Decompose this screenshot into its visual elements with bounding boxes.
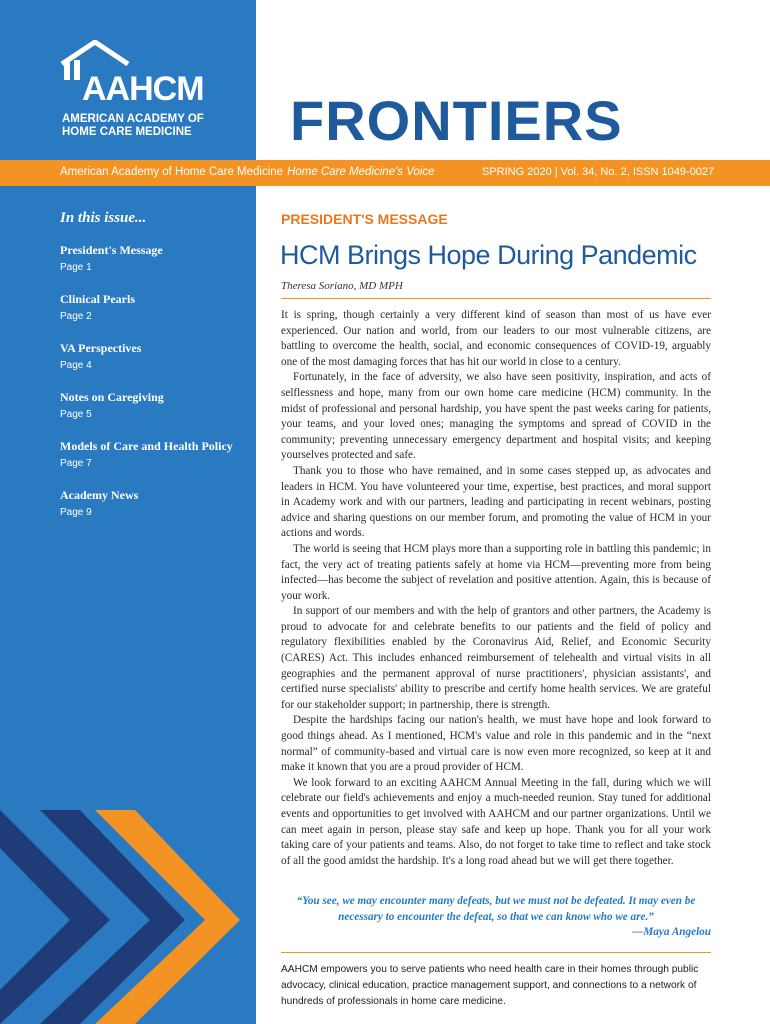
toc-item[interactable] [60,488,250,518]
toc-item-page: Page 1 [60,262,92,273]
toc-title: In this issue... [60,210,147,226]
quote-author: —Maya Angelou [632,926,711,938]
toc-item-label: Academy News [60,488,139,502]
article-body [281,308,711,869]
table-of-contents [60,210,250,537]
chevron-decoration [0,800,256,1024]
toc-item-page: Page 9 [60,507,92,518]
logo-letters: AAHCM [82,70,204,108]
logo-subtitle-line2: HOME CARE MEDICINE [62,126,192,138]
logo-subtitle [62,113,204,139]
toc-item-label: Clinical Pearls [60,292,135,306]
toc-item[interactable] [60,243,250,273]
toc-item-page: Page 5 [60,409,92,420]
aahcm-logo [60,40,220,150]
body-paragraph: Fortunately, in the face of adversity, we also have seen positivity, inspiration, and acts of selflessness and hope, many from our own home care medicine (HCM) community. In the midst of professional and personal hardship, you have spent the past weeks caring for patients, your teams, and your loved ones; managing the symptoms and spread of COVID in the community; preventing unnecessary emergency department and hospital visits; and keeping yourselves protected and safe. [281,371,711,462]
body-paragraph: The world is seeing that HCM plays more than a supporting role in battling this pandemic; in fact, the very act of treating patients safely at home via HCM—preventing more from being infected—has become the subject of revelation and positive attention. Again, this is because of your work. [281,542,711,602]
footer-text: AAHCM empowers you to serve patients who need health care in their homes through public advocacy, clinical education, practice management support, and connections to a network of hundreds of professionals in home care medicine. [281,964,699,1007]
body-paragraph: Thank you to those who have remained, and in some cases stepped up, as advocates and leaders in HCM. You have volunteered your time, expertise, best practices, and moral support in Academy work and with our partners, leading and participating in recent webinars, posting advice and sharing questions on our member forum, and promoting the value of HCM in your actions and words. [281,464,711,540]
issue-banner [0,160,770,186]
section-label: PRESIDENT'S MESSAGE [281,211,448,227]
toc-item[interactable] [60,341,250,371]
toc-item-label: Notes on Caregiving [60,390,164,404]
banner-left [60,166,435,178]
toc-item-label: VA Perspectives [60,341,142,355]
banner-tagline: Home Care Medicine's Voice [287,166,435,178]
toc-item-page: Page 4 [60,360,92,371]
toc-item-page: Page 7 [60,458,92,469]
article-headline: HCM Brings Hope During Pandemic [280,240,697,270]
toc-item-label: President's Message [60,243,163,257]
banner-org: American Academy of Home Care Medicine [60,166,284,178]
pull-quote: “You see, we may encounter many defeats, but we must not be defeated. It may even be necessary to encounter the defeat, so that we can know who we are.” [296,895,696,923]
divider [281,298,711,299]
toc-item[interactable] [60,439,250,469]
body-paragraph: It is spring, though certainly a very different kind of season than most of us have ever experienced. Our nation and world, from our leaders to our most vulnerable citizens, are battling to overcome the health, social, and economic consequences of COVID-19, arguably one of the most damaging forces that has hit our world in close to a century. [281,309,711,368]
body-paragraph: We look forward to an exciting AAHCM Annual Meeting in the fall, during which we will celebrate our field's achievements and enjoy a much-needed reunion. Stay tuned for additional events and opportunities to get involved with AAHCM and our partner organizations. Until we can meet again in person, please stay safe and keep up hope. Thank you for all your work taking care of your patients and teams. Also, do not forget to take time to reflect and take stock of all the good amidst the hardship. It's a long road ahead but we will get there together. [281,776,711,867]
banner-issue: SPRING 2020 | Vol. 34, No. 2, ISSN 1049-0027 [482,166,715,178]
divider [281,952,711,953]
toc-item-label: Models of Care and Health Policy [60,439,233,453]
toc-item[interactable] [60,292,250,322]
masthead-title: FRONTIERS [290,89,623,152]
toc-item[interactable] [60,390,250,420]
toc-item-page: Page 2 [60,311,92,322]
body-paragraph: In support of our members and with the help of grantors and other partners, the Academy is proud to advocate for and celebrate benefits to our patients and the field of policy and regulatory flexibilities enabled by the Coronavirus Aid, Relief, and Economic Security (CARES) Act. This includes enhanced reimbursement of telehealth and virtual visits in all geographies and the permanent approval of nurse practitioners', physician assistants', and certified nurse specialists' ability to prescribe and certify home health services. We are grateful for our stakeholder support; in partnership, there is strength. [281,605,711,711]
body-paragraph: Despite the hardships facing our nation's health, we must have hope and look forward to good things ahead. As I mentioned, HCM's value and role in this pandemic and in the “next normal” of community-based and virtual care is now even more recognized, so keep at it and make it known that you are a proud provider of HCM. [281,714,711,774]
article-byline: Theresa Soriano, MD MPH [281,280,403,292]
logo-subtitle-line1: AMERICAN ACADEMY OF [62,113,204,125]
